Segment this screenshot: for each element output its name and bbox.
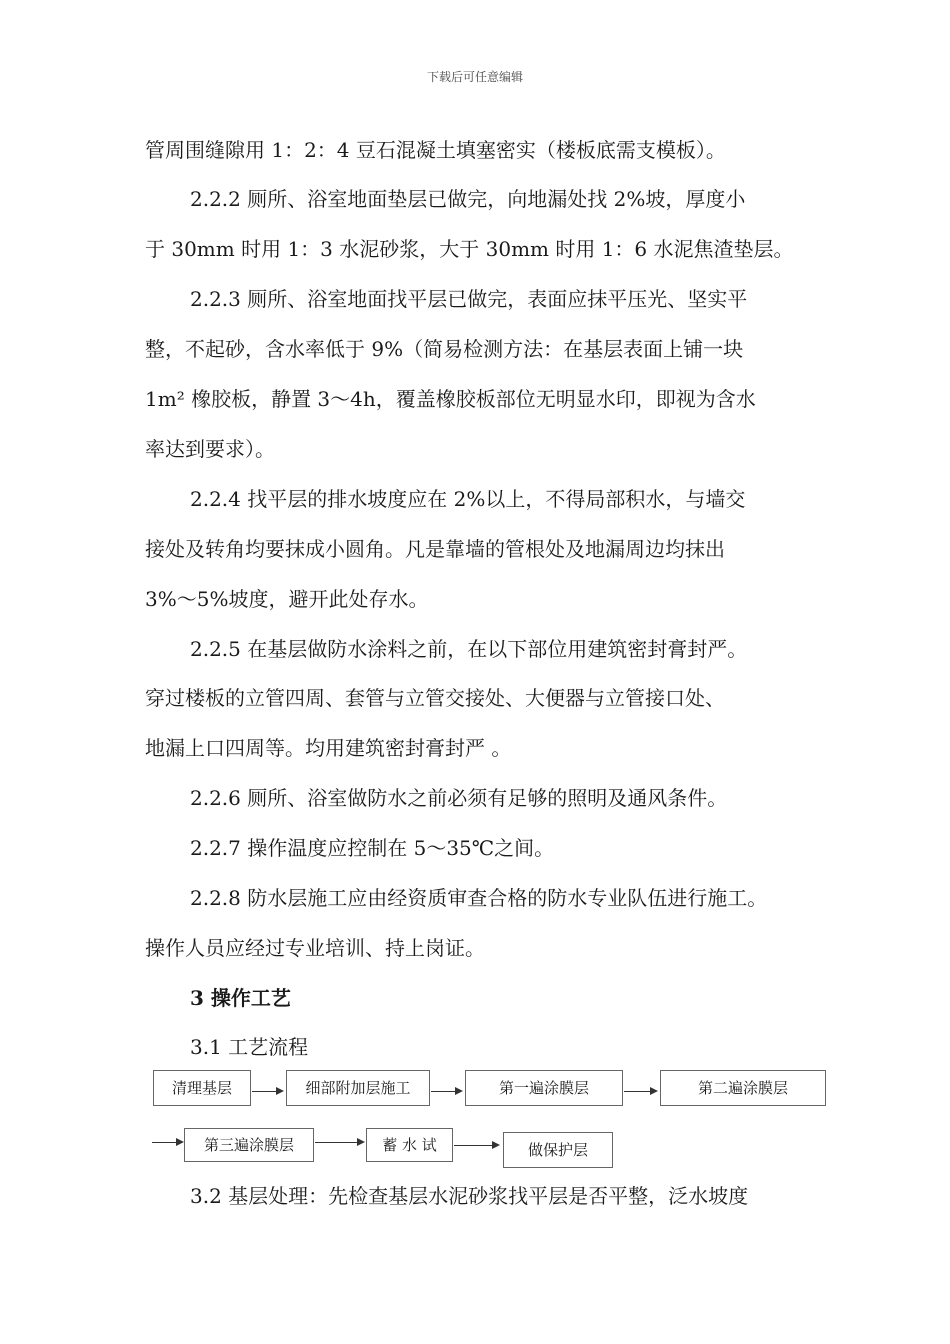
flow-arrow: [252, 1091, 282, 1092]
flow-arrow: [431, 1091, 461, 1092]
flow-step: 做保护层: [503, 1132, 613, 1168]
flow-step: 细部附加层施工: [286, 1070, 430, 1106]
paragraph-line: 操作人员应经过专业培训、持上岗证。: [145, 936, 485, 960]
paragraph-line: 2.2.3 厕所、浴室地面找平层已做完，表面应抹平压光、坚实平: [190, 287, 748, 311]
flow-step: 清理基层: [153, 1070, 251, 1106]
flow-arrow: [624, 1091, 656, 1092]
paragraph-line: 管周围缝隙用 1：2：4 豆石混凝土填塞密实（楼板底需支模板）。: [145, 138, 726, 162]
paragraph-line: 于 30mm 时用 1：3 水泥砂浆，大于 30mm 时用 1：6 水泥焦渣垫层。: [145, 237, 794, 261]
flow-arrow: [454, 1145, 498, 1146]
paragraph-line: 整，不起砂，含水率低于 9%（简易检测方法：在基层表面上铺一块: [145, 337, 744, 361]
page-header: 下载后可任意编辑: [426, 70, 523, 84]
flow-arrow: [152, 1142, 182, 1143]
flow-step: 第三遍涂膜层: [184, 1128, 314, 1162]
paragraph-line: 2.2.6 厕所、浴室做防水之前必须有足够的照明及通风条件。: [190, 786, 728, 810]
flow-step: 第一遍涂膜层: [465, 1070, 623, 1106]
paragraph-line: 2.2.7 操作温度应控制在 5～35℃之间。: [190, 836, 555, 860]
paragraph-line: 2.2.5 在基层做防水涂料之前，在以下部位用建筑密封膏封严。: [190, 637, 748, 661]
flow-step: 第二遍涂膜层: [660, 1070, 826, 1106]
flow-step: 蓄 水 试: [366, 1128, 453, 1162]
paragraph-line: 2.2.2 厕所、浴室地面垫层已做完，向地漏处找 2%坡，厚度小: [190, 187, 746, 211]
paragraph-line: 地漏上口四周等。均用建筑密封膏封严 。: [145, 736, 512, 760]
flow-arrow: [315, 1142, 363, 1143]
paragraph-line: 3.2 基层处理：先检查基层水泥砂浆找平层是否平整，泛水坡度: [190, 1184, 749, 1208]
subsection-title: 3.1 工艺流程: [190, 1035, 309, 1059]
paragraph-line: 3%～5%坡度，避开此处存水。: [145, 587, 429, 611]
paragraph-line: 1m² 橡胶板，静置 3～4h，覆盖橡胶板部位无明显水印，即视为含水: [145, 387, 756, 411]
paragraph-line: 接处及转角均要抹成小圆角。凡是靠墙的管根处及地漏周边均抹出: [145, 537, 725, 561]
paragraph-line: 2.2.4 找平层的排水坡度应在 2%以上，不得局部积水，与墙交: [190, 487, 746, 511]
paragraph-line: 穿过楼板的立管四周、套管与立管交接处、大便器与立管接口处、: [145, 686, 725, 710]
paragraph-line: 率达到要求）。: [145, 437, 275, 461]
section-title: 3 操作工艺: [190, 986, 291, 1010]
paragraph-line: 2.2.8 防水层施工应由经资质审查合格的防水专业队伍进行施工。: [190, 886, 768, 910]
